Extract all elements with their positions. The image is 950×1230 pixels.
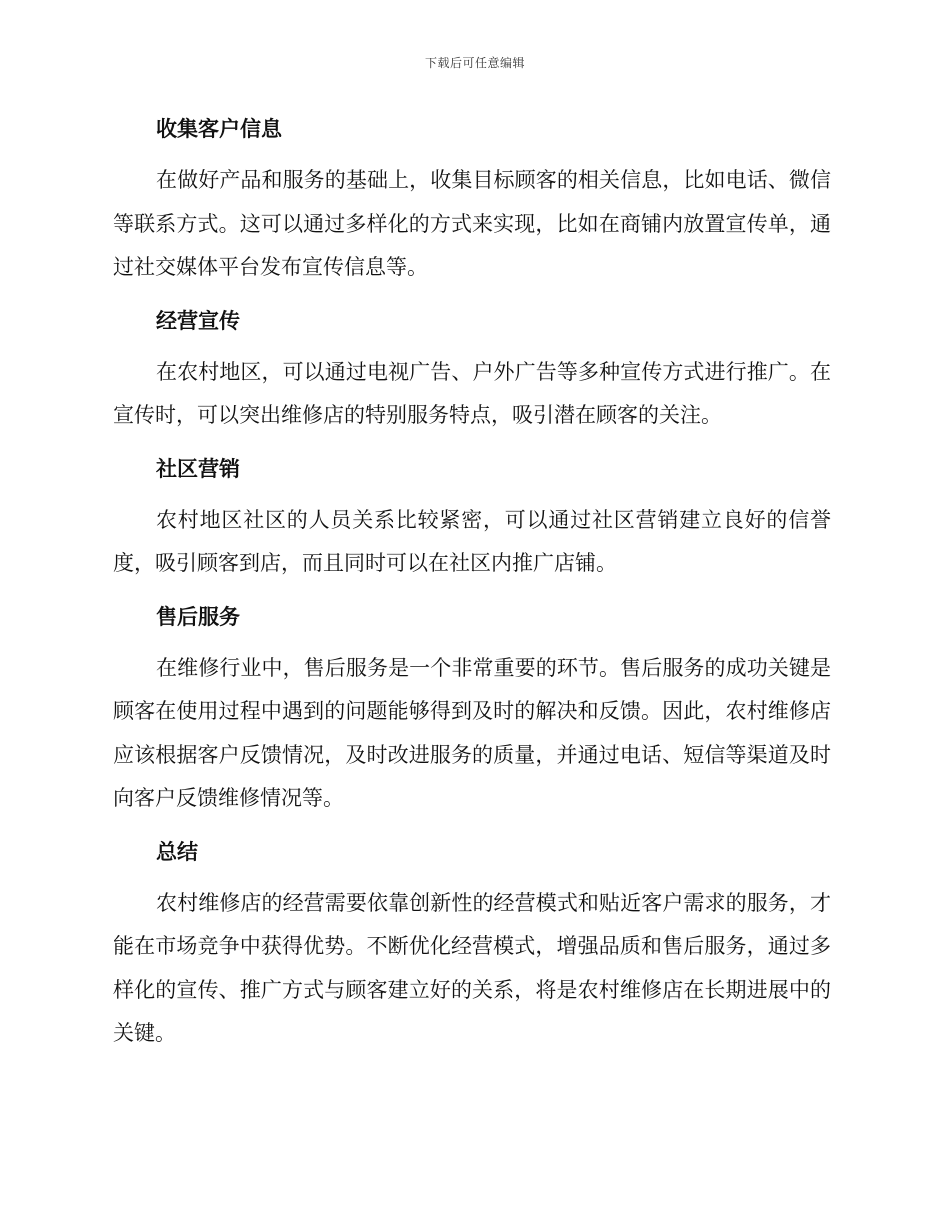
section-paragraph: 在做好产品和服务的基础上，收集目标顾客的相关信息，比如电话、微信等联系方式。这可以通过多样化的方式来实现，比如在商铺内放置宣传单，通过社交媒体平台发布宣传信息等。 — [113, 168, 831, 279]
section-heading: 收集客户信息 — [156, 117, 282, 141]
document-body — [113, 114, 831, 1072]
section-community-marketing — [113, 454, 831, 586]
section-after-sales-service — [113, 602, 831, 821]
page-header-note: 下载后可任意编辑 — [424, 56, 525, 70]
section-heading: 社区营销 — [156, 456, 240, 481]
section-heading: 售后服务 — [156, 604, 240, 629]
section-collect-customer-info — [113, 114, 831, 290]
section-business-promotion — [113, 306, 831, 438]
section-paragraph: 在维修行业中，售后服务是一个非常重要的环节。售后服务的成功关键是顾客在使用过程中遇到的问题能够得到及时的解决和反馈。因此，农村维修店应该根据客户反馈情况，及时改进服务的质量，并通过电话、短信等渠道及时向客户反馈维修情况等。 — [113, 655, 831, 810]
section-paragraph: 在农村地区，可以通过电视广告、户外广告等多种宣传方式进行推广。在宣传时，可以突出维修店的特别服务特点，吸引潜在顾客的关注。 — [113, 359, 831, 427]
section-paragraph: 农村维修店的经营需要依靠创新性的经营模式和贴近客户需求的服务，才能在市场竞争中获得优势。不断优化经营模式，增强品质和售后服务，通过多样化的宣传、推广方式与顾客建立好的关系，将是农村维修店在长期进展中的关键。 — [113, 890, 831, 1045]
section-heading: 经营宣传 — [156, 308, 240, 333]
section-paragraph: 农村地区社区的人员关系比较紧密，可以通过社区营销建立良好的信誉度，吸引顾客到店，而且同时可以在社区内推广店铺。 — [113, 507, 831, 575]
section-heading: 总结 — [156, 839, 198, 864]
section-summary — [113, 837, 831, 1056]
